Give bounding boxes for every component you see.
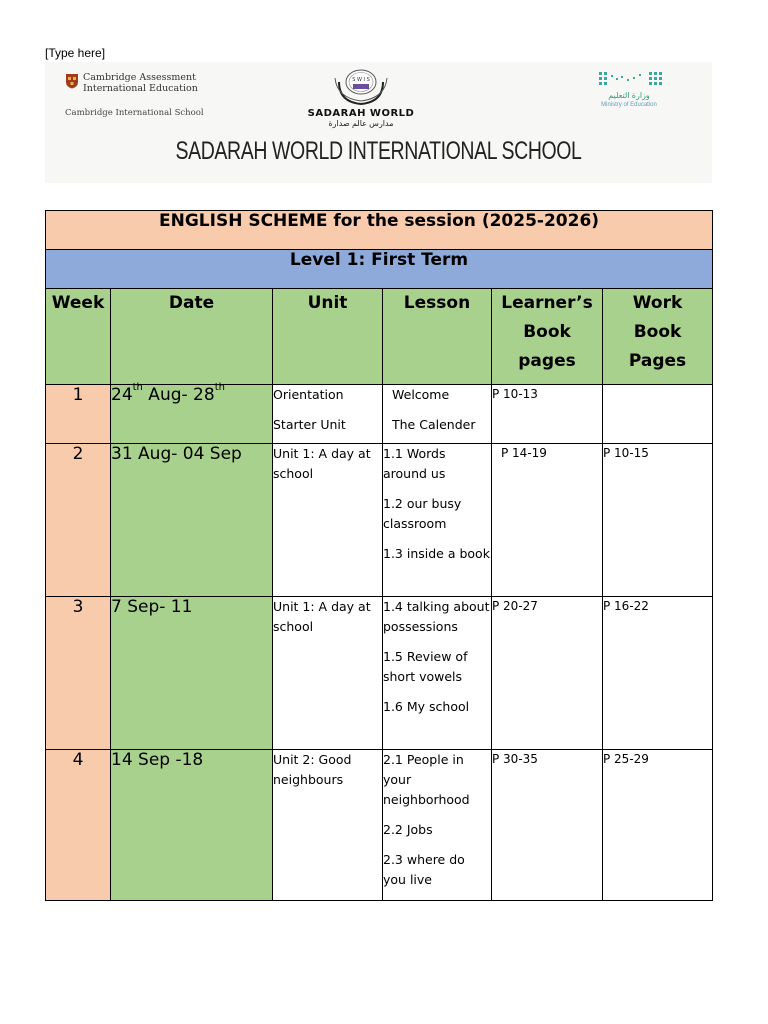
lesson-text: 1.2 our busy classroom	[383, 496, 462, 531]
table-row	[46, 597, 713, 750]
swis-logo	[291, 68, 431, 128]
work-book-pages-cell	[603, 385, 713, 444]
lesson-text: The Calender	[392, 417, 476, 432]
learners-book-header-line2: Book	[523, 322, 571, 342]
cambridge-logo	[65, 70, 205, 120]
lesson-text: 2.3 where do you live	[383, 852, 465, 887]
table-title-row	[46, 211, 713, 250]
lesson-text: 2.2 Jobs	[383, 822, 433, 837]
header-placeholder: [Type here]	[45, 46, 106, 60]
unit-text: Starter Unit	[273, 417, 346, 432]
table-row	[46, 444, 713, 597]
lesson-text: 1.6 My school	[383, 699, 470, 714]
lesson-cell	[383, 444, 492, 597]
date-end-suffix: th	[214, 382, 225, 393]
cambridge-crest-icon	[65, 73, 79, 89]
work-book-pages-cell: P 25-29	[603, 750, 713, 901]
ministry-english-name: Ministry of Education	[601, 102, 657, 108]
lesson-cell	[383, 385, 492, 444]
date-cell	[111, 382, 273, 444]
date-cell: 14 Sep -18	[111, 750, 273, 901]
cambridge-school-line: Cambridge International School	[65, 108, 204, 118]
ministry-logo	[593, 68, 673, 116]
column-header-week: Week	[46, 289, 111, 385]
swis-name: SADARAH WORLD	[307, 108, 415, 119]
swis-crest-icon	[331, 68, 391, 106]
unit-text: Unit 1: A day at school	[273, 446, 371, 481]
scheme-table	[45, 210, 713, 901]
unit-text: Unit 2: Good neighbours	[273, 752, 352, 787]
ministry-dots-icon	[597, 70, 665, 88]
column-header-date: Date	[111, 289, 273, 385]
date-start-suffix: th	[132, 382, 143, 393]
week-cell: 2	[46, 444, 111, 597]
swis-arabic-name: مدارس عالم صدارة	[328, 119, 394, 128]
unit-cell	[273, 444, 383, 597]
level-title: Level 1: First Term	[46, 250, 713, 289]
column-header-unit: Unit	[273, 289, 383, 385]
swis-initials: S W I S	[352, 77, 370, 83]
date-cell: 7 Sep- 11	[111, 597, 273, 750]
unit-text: Unit 1: A day at school	[273, 599, 371, 634]
week-cell: 3	[46, 597, 111, 750]
table-level-row	[46, 250, 713, 289]
column-header-lesson: Lesson	[383, 289, 492, 385]
work-book-pages-cell: P 10-15	[603, 444, 713, 597]
column-header-learners-book	[492, 289, 603, 385]
learners-book-header-line3: pages	[518, 351, 576, 371]
learners-book-header-line1: Learner’s	[501, 293, 593, 313]
header-banner	[45, 62, 712, 183]
lesson-text: 1.1 Words around us	[383, 446, 446, 481]
learners-book-pages-cell: P 30-35	[492, 750, 603, 901]
scheme-title: ENGLISH SCHEME for the session (2025-2026)	[46, 211, 713, 250]
learners-book-pages-cell: P 10-13	[492, 385, 603, 444]
work-book-header-line1: Work	[632, 293, 683, 313]
table-row	[46, 385, 713, 444]
unit-cell	[273, 597, 383, 750]
date-start-day: 24	[111, 385, 133, 405]
lesson-cell	[383, 597, 492, 750]
lesson-cell	[383, 750, 492, 901]
cambridge-name-line1: Cambridge Assessment	[83, 72, 196, 83]
lesson-text: Welcome	[392, 387, 450, 402]
school-title: SADARAH WORLD INTERNATIONAL SCHOOL	[175, 137, 582, 165]
unit-text: Orientation	[273, 387, 344, 402]
table-header-row	[46, 289, 713, 385]
unit-cell	[273, 750, 383, 901]
week-cell: 4	[46, 750, 111, 901]
lesson-text: 1.3 inside a book	[383, 546, 490, 561]
lesson-text: 1.5 Review of short vowels	[383, 649, 468, 684]
week-cell: 1	[46, 385, 111, 444]
lesson-text: 1.4 talking about possessions	[383, 599, 490, 634]
date-end: Aug- 28	[142, 385, 215, 405]
date-cell: 31 Aug- 04 Sep	[111, 444, 273, 597]
ministry-arabic-name: وزارة التعليم	[608, 91, 650, 100]
learners-book-pages-cell: P 20-27	[492, 597, 603, 750]
column-header-work-book	[603, 289, 713, 385]
learners-book-pages-cell: P 14-19	[492, 444, 603, 597]
work-book-header-line3: Pages	[628, 351, 687, 371]
table-row	[46, 750, 713, 901]
unit-cell	[273, 385, 383, 444]
lesson-text: 2.1 People in your neighborhood	[383, 752, 470, 807]
cambridge-name-line2: International Education	[83, 83, 198, 94]
work-book-header-line2: Book	[633, 322, 682, 342]
work-book-pages-cell: P 16-22	[603, 597, 713, 750]
